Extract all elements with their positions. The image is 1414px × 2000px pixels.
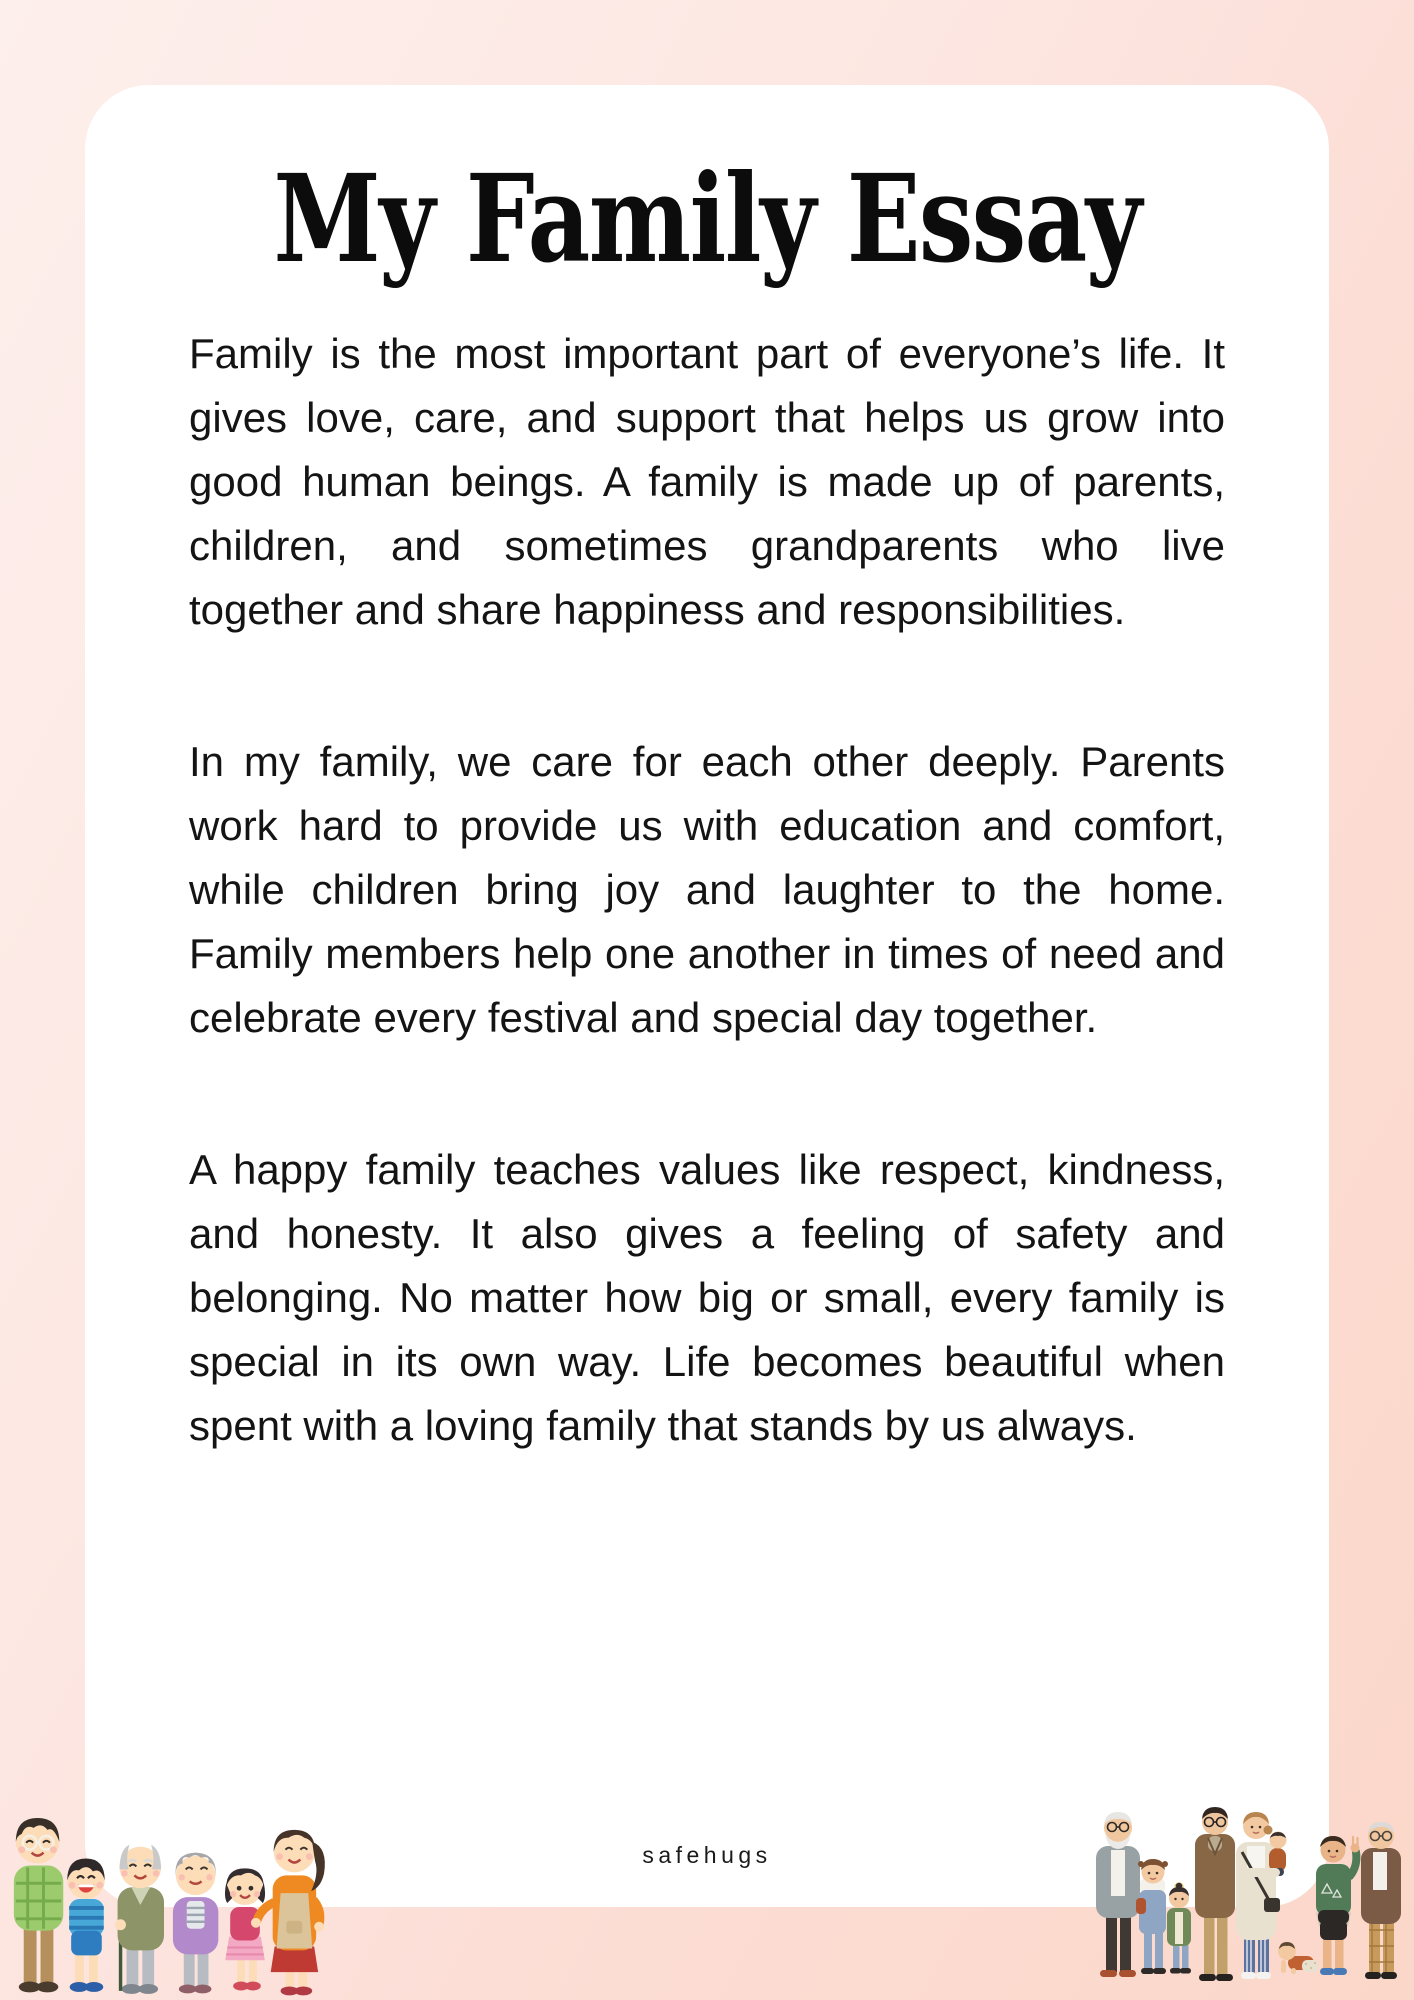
boy-peace-figure bbox=[1316, 1836, 1360, 1975]
grandfather-figure bbox=[115, 1845, 164, 1994]
crawling-baby-figure bbox=[1278, 1942, 1318, 1974]
essay-paragraph-2: In my family, we care for each other deeply. Parents work hard to provide us with education and comfort, while children bring joy and laughter to the home. Family members help one another in times of need and celebrate every festival and special day together. bbox=[189, 738, 1225, 1042]
brand-watermark: safehugs bbox=[642, 1842, 772, 1868]
family-illustration-right bbox=[1084, 1792, 1414, 1988]
girl-figure bbox=[225, 1868, 265, 1990]
essay-body bbox=[189, 322, 1225, 1458]
page-title: My Family Essay bbox=[273, 147, 1141, 290]
toddler-figure bbox=[1167, 1883, 1191, 1974]
grandfather-beard-figure bbox=[1096, 1812, 1140, 1977]
grandmother-figure bbox=[173, 1853, 218, 1994]
girl-overalls-figure bbox=[1136, 1859, 1168, 1974]
essay-card bbox=[85, 85, 1329, 1907]
family-illustration-left bbox=[2, 1812, 328, 1996]
essay-paragraph-1: Family is the most important part of everyone’s life. It gives love, care, and support that helps us grow into good human beings. A family is made up of parents, children, and sometimes grandparents who live together and share happiness and responsibilities. bbox=[189, 330, 1225, 634]
father-figure bbox=[14, 1818, 63, 1992]
elderly-man-figure bbox=[1361, 1822, 1401, 1979]
boy-figure bbox=[67, 1859, 105, 1992]
mother-figure bbox=[251, 1830, 325, 1995]
father-coat-figure bbox=[1195, 1807, 1235, 1981]
essay-paragraph-3: A happy family teaches values like respect, kindness, and honesty. It also gives a feeling of safety and belonging. No matter how big or small, every family is special in its own way. Life becomes beautiful when spent with a loving family that stands by us always. bbox=[189, 1146, 1225, 1450]
